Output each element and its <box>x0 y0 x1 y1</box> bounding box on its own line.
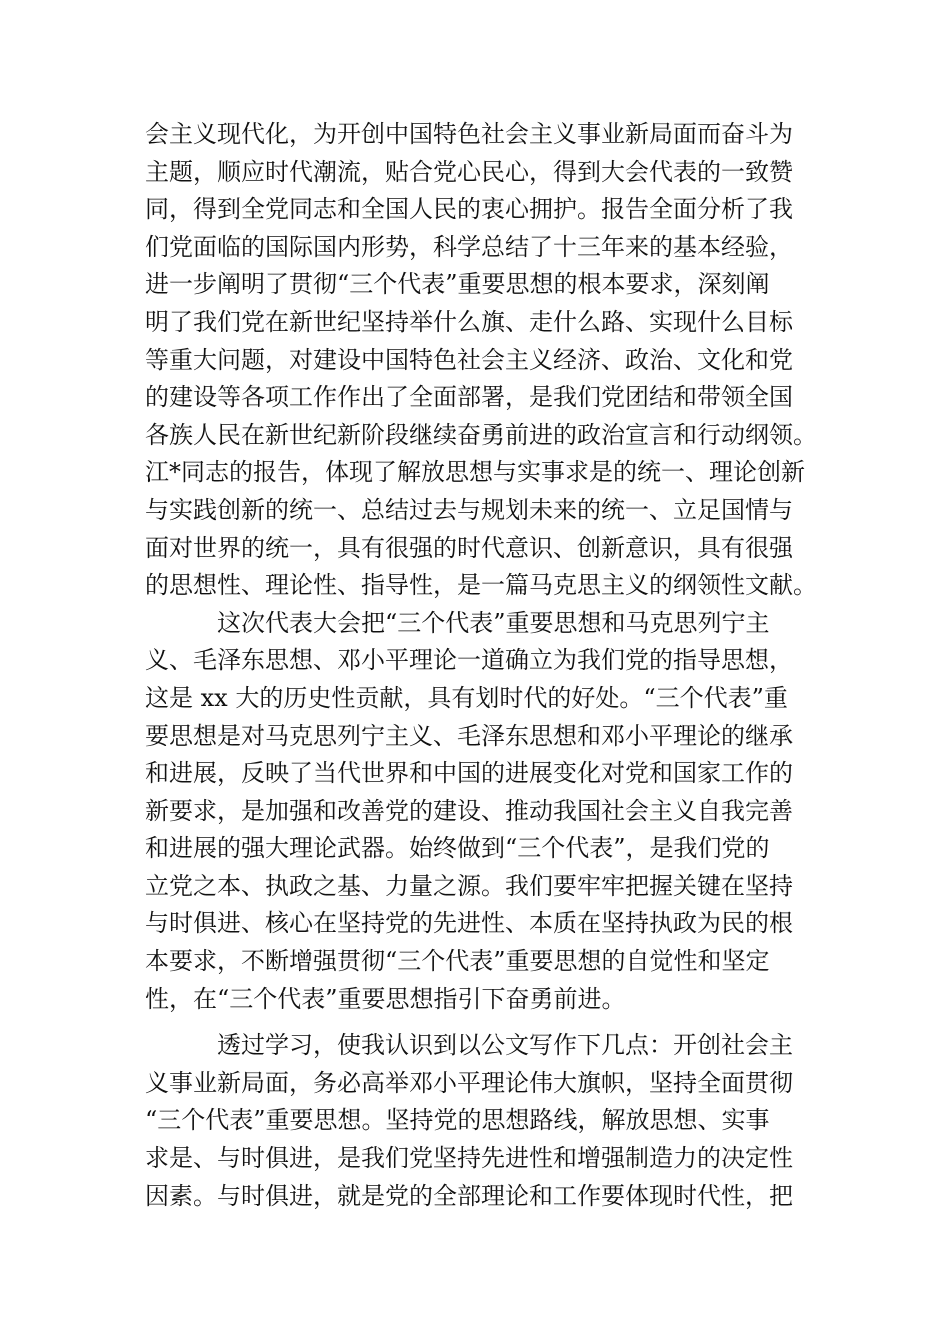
text-line: 和进展的强大理论武器。始终做到“三个代表”，是我们党的 <box>145 834 770 863</box>
paragraph-1 <box>145 116 817 605</box>
text-line: 新要求，是加强和改善党的建设、推动我国社会主义自我完善 <box>145 796 793 825</box>
text-line: 义事业新局面，务必高举邓小平理论伟大旗帜，坚持全面贯彻 <box>145 1068 793 1097</box>
text-line: 要思想是对马克思列宁主义、毛泽东思想和邓小平理论的继承 <box>145 721 793 750</box>
text-line: 的建设等各项工作作出了全面部署，是我们党团结和带领全国 <box>145 383 793 412</box>
text-line: 与时俱进、核心在坚持党的先进性、本质在坚持执政为民的根 <box>145 909 793 938</box>
text-line: 主题，顺应时代潮流，贴合党心民心，得到大会代表的一致赞 <box>145 157 793 186</box>
text-line: 这次代表大会把“三个代表”重要思想和马克思列宁主 <box>217 608 770 637</box>
text-line: 本要求，不断增强贯彻“三个代表”重要思想的自觉性和坚定 <box>145 947 770 976</box>
text-line: “三个代表”重要思想。坚持党的思想路线，解放思想、实事 <box>145 1106 770 1135</box>
text-line: 性，在“三个代表”重要思想指引下奋勇前进。 <box>145 984 626 1013</box>
text-line: 义、毛泽东思想、邓小平理论一道确立为我们党的指导思想， <box>145 646 793 675</box>
text-line: 江*同志的报告，体现了解放思想与实事求是的统一、理论创新 <box>145 458 805 487</box>
text-line: 会主义现代化，为开创中国特色社会主义事业新局面而奋斗为 <box>145 120 793 148</box>
text-line: 同，得到全党同志和全国人民的衷心拥护。报告全面分析了我 <box>145 195 793 224</box>
text-line: 和进展，反映了当代世界和中国的进展变化对党和国家工作的 <box>145 759 793 788</box>
text-line: 各族人民在新世纪新阶段继续奋勇前进的政治宣言和行动纲领。 <box>145 420 817 449</box>
text-line: 等重大问题，对建设中国特色社会主义经济、政治、文化和党 <box>145 345 793 374</box>
text-line: 因素。与时俱进，就是党的全部理论和工作要体现时代性，把 <box>145 1181 793 1210</box>
text-line: 进一步阐明了贯彻“三个代表”重要思想的根本要求，深刻阐 <box>145 270 770 299</box>
document-body <box>145 116 817 1215</box>
text-line: 与实践创新的统一、总结过去与规划未来的统一、立足国情与 <box>145 495 793 524</box>
text-line: 透过学习，使我认识到以公文写作下几点：开创社会主 <box>217 1031 793 1060</box>
text-line: 这是 xx 大的历史性贡献，具有划时代的好处。“三个代表”重 <box>145 683 788 712</box>
text-line: 的思想性、理论性、指导性，是一篇马克思主义的纲领性文献。 <box>145 571 817 600</box>
text-line: 求是、与时俱进，是我们党坚持先进性和增强制造力的决定性 <box>145 1144 793 1173</box>
text-line: 明了我们党在新世纪坚持举什么旗、走什么路、实现什么目标 <box>145 307 793 336</box>
text-line: 立党之本、执政之基、力量之源。我们要牢牢把握关键在坚持 <box>145 871 793 900</box>
text-line: 们党面临的国际国内形势，科学总结了十三年来的基本经验， <box>145 232 793 261</box>
paragraph-3 <box>145 1027 805 1215</box>
paragraph-2 <box>145 605 805 1019</box>
text-line: 面对世界的统一，具有很强的时代意识、创新意识，具有很强 <box>145 533 793 562</box>
paragraph-spacer <box>145 1018 805 1027</box>
